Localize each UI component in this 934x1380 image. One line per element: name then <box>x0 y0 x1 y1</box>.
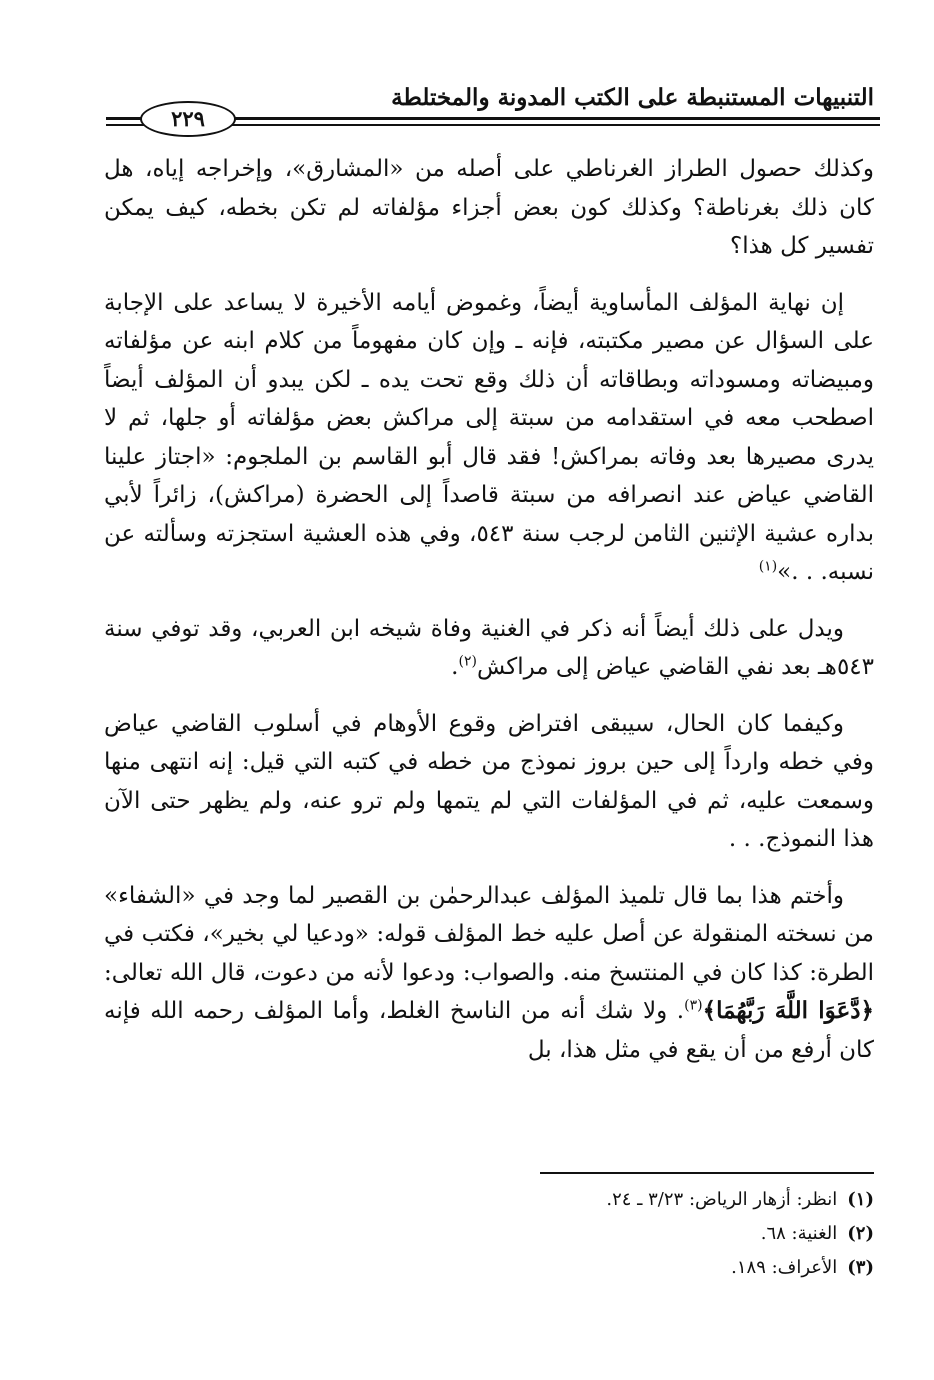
paragraph-4: وكيفما كان الحال، سيبقى افتراض وقوع الأوهام في أسلوب القاضي عياض وفي خطه وارداً إلى حين بروز نموذج من خطه في كتبه التي قيل: إنه انتهى منها وسمعت عليه، ثم في المؤلفات التي لم يتمها ولم ترو عنه، ولم يظهر حتى الآن هذا النموذج. . . <box>104 710 874 852</box>
running-title: التنبيهات المستنبطة على الكتب المدونة والمختلطة <box>391 84 874 111</box>
page-number: ٢٢٩ <box>140 101 236 137</box>
footnote-ref-3[interactable]: (٣) <box>684 997 703 1014</box>
footnote-2: (٢)الغنية: ٦٨. <box>760 1223 874 1244</box>
footnote-3: (٣)الأعراف: ١٨٩. <box>731 1257 874 1278</box>
footnote-ref-2[interactable]: (٢) <box>458 653 477 670</box>
paragraph-5: وأختم هذا بما قال تلميذ المؤلف عبدالرحمٰن بن القصير لما وجد في «الشفاء» من نسخته المنقولة عن أصل عليه خط المؤلف قوله: «ودعيا لي بخير»، فكتب في الطرة: كذا كان في المنتسخ منه. والصواب: ودعوا لأنه من دعوت، قال الله تعالى: ﴿دَّعَوَا اللَّهَ رَبَّهُمَا﴾$^{(٣)}$. ولا شك أنه من الناسخ الغلط، وأما المؤلف رحمه الله فإنه كان أرفع من أن يقع في مثل هذا، بل <box>104 882 875 1063</box>
footnote-ref-1[interactable]: (١) <box>758 558 778 575</box>
paragraph-2: إن نهاية المؤلف المأساوية أيضاً، وغموض أيامه الأخيرة لا يساعد على الإجابة على السؤال عن مصير مكتبته، فإنه ـ وإن كان مفهوماً من كلام ابنه عن مؤلفاته ومبيضاته ومسوداته وبطاقاته أن ذلك وقع تحت يده ـ لكن يبدو أن المؤلف أيضاً اصطحب معه في استقدامه من سبتة إلى مراكش بعض مؤلفاته أو جلها، ثم لا يدرى مصيرها بعد وفاته بمراكش! فقد قال أبو القاسم بن الملجوم: «اجتاز علينا القاضي عياض عند انصرافه من سبتة قاصداً إلى الحضرة (مراكش)، زائراً لأبي بداره عشية الإثنين الثامن لرجب سنة ٥٤٣، وفي هذه العشية استجزته وسألته عن نسبه. . .»$^{(١)}$ <box>104 289 874 585</box>
footnote-1: (١)انظر: أزهار الرياض: ٣/٢٣ ـ ٢٤. <box>606 1189 874 1210</box>
paragraph-3: ويدل على ذلك أيضاً أنه ذكر في الغنية وفاة شيخه ابن العربي، وقد توفي سنة ٥٤٣هـ بعد نفي القاضي عياض إلى مراكش$^{(٢)}$. <box>104 615 874 680</box>
footnotes <box>104 1183 874 1285</box>
footnote-separator <box>540 1172 874 1174</box>
quran-verse: ﴿دَّعَوَا اللَّهَ رَبَّهُمَا﴾ <box>702 997 875 1024</box>
main-text <box>104 150 874 1087</box>
paragraph-1: وكذلك حصول الطراز الغرناطي على أصله من «المشارق»، وإخراجه إياه، هل كان ذلك بغرناطة؟ وكذلك كون بعض أجزاء مؤلفاته لم تكن بخطه، كيف يمكن تفسير كل هذا؟ <box>104 156 874 259</box>
